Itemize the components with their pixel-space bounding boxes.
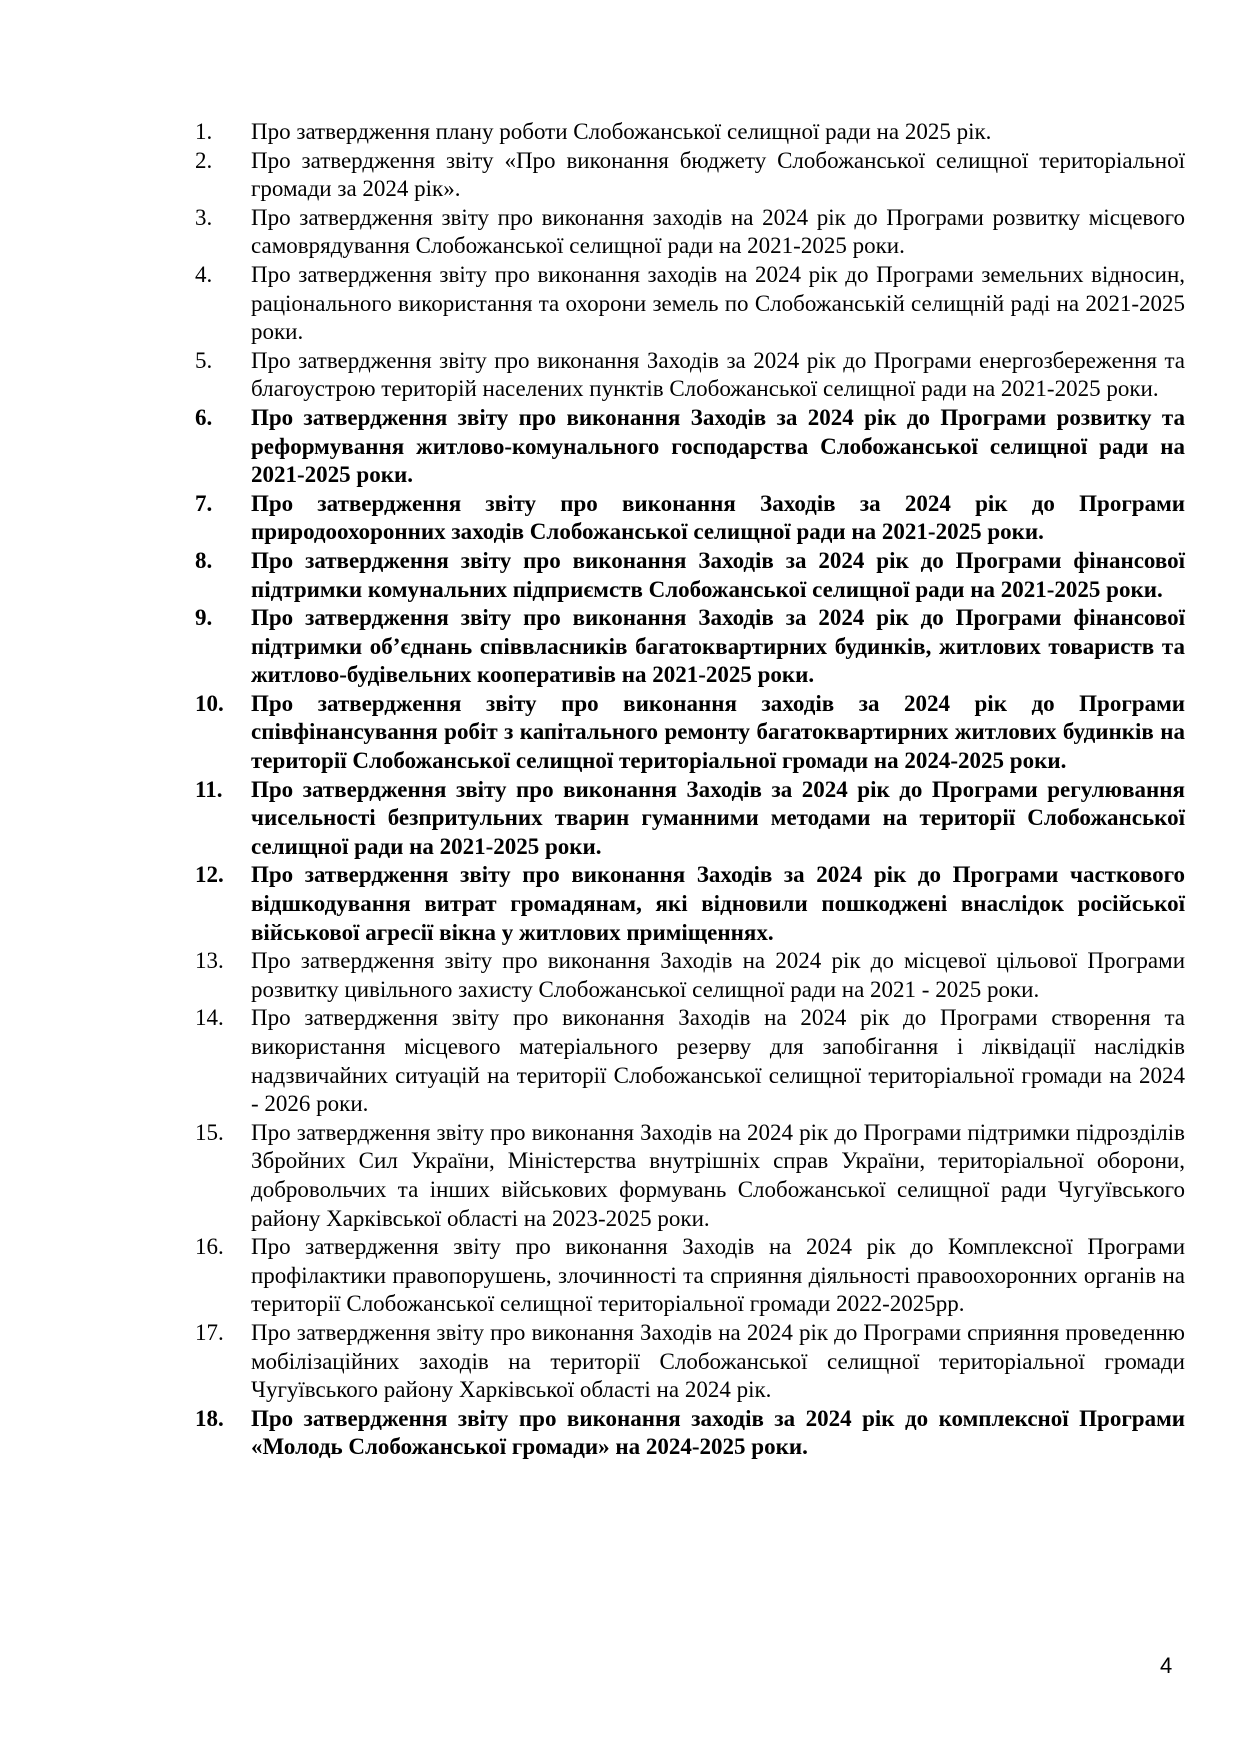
agenda-item-text: Про затвердження звіту про виконання Заходів за 2024 рік до Програми природоохоронних заходів Слобожанської селищної ради на 2021-2025 роки.: [251, 490, 1185, 545]
agenda-item: [195, 547, 1185, 604]
agenda-item-number: 3.: [195, 204, 213, 230]
agenda-item-text: Про затвердження звіту «Про виконання бюджету Слобожанської селищної територіальної громади за 2024 рік».: [251, 147, 1185, 202]
agenda-item: [195, 261, 1185, 347]
agenda-item-text: Про затвердження звіту про виконання Заходів за 2024 рік до Програми фінансової підтримки об’єднань співвласників багатоквартирних будинків, житлових товариств та житлово-будівельних кооперативів на 2021-2025 роки.: [251, 605, 1185, 688]
agenda-item-text: Про затвердження звіту про виконання Заходів на 2024 рік до Програми створення та використання місцевого матеріального резерву для запобігання і ліквідації наслідків надзвичайних ситуацій на території Слобожанської селищної територіальної громади на 2024 - 2026 роки.: [251, 1005, 1185, 1117]
agenda-item-text: Про затвердження звіту про виконання заходів за 2024 рік до Програми співфінансування робіт з капітального ремонту багатоквартирних житлових будинків на території Слобожанської селищної територіальної громади на 2024-2025 роки.: [251, 690, 1185, 774]
agenda-item: [195, 1004, 1185, 1118]
agenda-item-text: Про затвердження звіту про виконання Заходів на 2024 рік до Програми сприяння проведенню мобілізаційних заходів на території Слобожанської селищної територіальної громади Чугуївського району Харківської області на 2024 рік.: [251, 1319, 1185, 1403]
agenda-item-text: Про затвердження звіту про виконання Заходів на 2024 рік до місцевої цільової Програми розвитку цивільного захисту Слобожанської селищної ради на 2021 - 2025 роки.: [251, 948, 1185, 1002]
agenda-item: [195, 604, 1185, 690]
agenda-item-number: 4.: [195, 261, 213, 287]
agenda-item: [195, 1405, 1185, 1462]
agenda-item-number: 8.: [195, 547, 213, 573]
agenda-item-text: Про затвердження звіту про виконання заходів на 2024 рік до Програми земельних відносин, раціонального використання та охорони земель по Слобожанській селищній раді на 2021-2025 роки.: [251, 261, 1185, 345]
agenda-item-number: 2.: [195, 147, 213, 173]
agenda-item-number: 11.: [195, 776, 223, 802]
agenda-item: [195, 490, 1185, 547]
agenda-item-number: 16.: [195, 1234, 224, 1260]
agenda-item-number: 6.: [195, 404, 213, 430]
agenda-item-text: Про затвердження звіту про виконання Заходів на 2024 рік до Програми підтримки підрозділів Збройних Сил України, Міністерства внутрішніх справ України, територіальної оборони, добровольчих та інших військових формувань Слобожанської селищної ради Чугуївського району Харківської області на 2023-2025 роки.: [251, 1119, 1185, 1231]
agenda-item: [195, 776, 1185, 862]
agenda-item: [195, 347, 1185, 404]
agenda-item: [195, 118, 1185, 147]
agenda-item-text: Про затвердження звіту про виконання заходів на 2024 рік до Програми розвитку місцевого самоврядування Слобожанської селищної ради на 2021-2025 роки.: [251, 204, 1185, 259]
agenda-item: [195, 861, 1185, 947]
agenda-item-number: 10.: [195, 690, 224, 716]
agenda-item-number: 12.: [195, 862, 224, 888]
agenda-item-text: Про затвердження звіту про виконання Заходів за 2024 рік до Програми часткового відшкодування витрат громадянам, які відновили пошкоджені внаслідок російської військової агресії вікна у житлових приміщеннях.: [251, 862, 1185, 945]
agenda-item: [195, 404, 1185, 490]
agenda-item-text: Про затвердження звіту про виконання Заходів за 2024 рік до Програми регулювання чисельності безпритульних тварин гуманними методами на території Слобожанської селищної ради на 2021-2025 роки.: [251, 776, 1185, 859]
agenda-item-text: Про затвердження звіту про виконання Заходів за 2024 рік до Програми фінансової підтримки комунальних підприємств Слобожанської селищної ради на 2021-2025 роки.: [251, 547, 1185, 602]
agenda-item-number: 14.: [195, 1005, 224, 1031]
agenda-item-number: 7.: [195, 490, 213, 516]
agenda-item: [195, 947, 1185, 1004]
agenda-item: [195, 1319, 1185, 1405]
agenda-item-text: Про затвердження плану роботи Слобожанської селищної ради на 2025 рік.: [251, 119, 992, 144]
agenda-item-text: Про затвердження звіту про виконання Заходів за 2024 рік до Програми енергозбереження та благоустрою територій населених пунктів Слобожанської селищної ради на 2021-2025 роки.: [251, 347, 1185, 402]
agenda-item-number: 15.: [195, 1119, 224, 1145]
agenda-item-number: 13.: [195, 948, 224, 974]
agenda-item: [195, 690, 1185, 776]
agenda-item-number: 1.: [195, 119, 213, 144]
agenda-item-number: 17.: [195, 1319, 224, 1345]
agenda-item-text: Про затвердження звіту про виконання Заходів на 2024 рік до Комплексної Програми профілактики правопорушень, злочинності та сприяння діяльності правоохоронних органів на території Слобожанської селищної територіальної громади 2022-2025рр.: [251, 1234, 1185, 1317]
agenda-item-text: Про затвердження звіту про виконання заходів за 2024 рік до комплексної Програми «Молодь Слобожанської громади» на 2024-2025 роки.: [251, 1405, 1185, 1460]
agenda-item-number: 5.: [195, 347, 213, 373]
agenda-list: [195, 118, 1185, 1462]
agenda-item: [195, 1233, 1185, 1319]
agenda-item: [195, 204, 1185, 261]
agenda-item-text: Про затвердження звіту про виконання Заходів за 2024 рік до Програми розвитку та реформування житлово-комунального господарства Слобожанської селищної ради на 2021-2025 роки.: [251, 404, 1185, 488]
agenda-item-number: 9.: [195, 605, 213, 631]
agenda-item: [195, 1119, 1185, 1233]
page-number: 4: [1160, 1653, 1173, 1678]
agenda-item: [195, 147, 1185, 204]
agenda-item-number: 18.: [195, 1405, 224, 1431]
